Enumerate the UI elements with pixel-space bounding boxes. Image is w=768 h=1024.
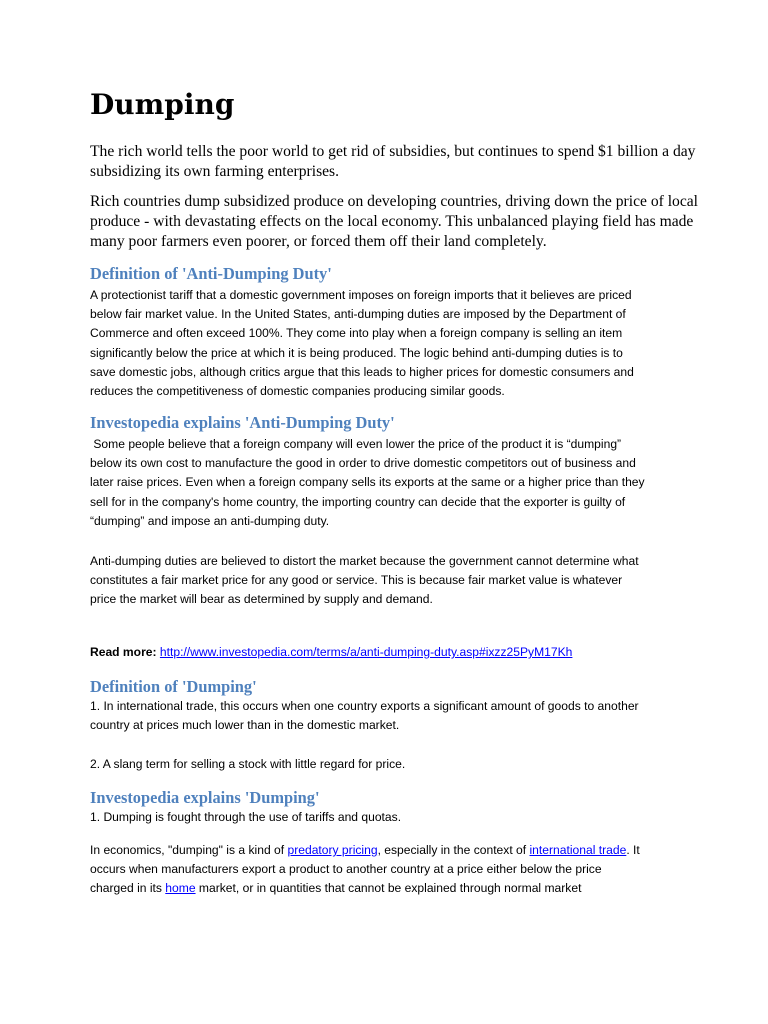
text-line: The rich world tells the poor world to get rid of subsidies, but continues to spend $1 billion a day <box>90 143 696 160</box>
definition-dumping-paragraph-1 <box>90 697 680 735</box>
text-line: Rich countries dump subsidized produce on developing countries, driving down the price of local <box>90 193 699 210</box>
intro-paragraph-2 <box>90 192 699 252</box>
economics-paragraph <box>90 841 680 899</box>
read-more-label: Read more: <box>90 645 160 659</box>
text-line: below fair market value. In the United States, anti-dumping duties are imposed by the Department of <box>90 307 626 322</box>
explains-anti-dumping-paragraph-2 <box>90 552 680 610</box>
text-line: produce - with devastating effects on the local economy. This unbalanced playing field has made <box>90 213 694 230</box>
text-line: Some people believe that a foreign company will even lower the price of the product it is “dumping” <box>90 437 622 451</box>
text-line: constitutes a fair market price for any good or service. This is because fair market value is whatever <box>90 573 623 588</box>
predatory-pricing-link[interactable]: predatory pricing <box>287 843 378 857</box>
text-line: price the market will bear as determined by supply and demand. <box>90 592 433 607</box>
heading-definition-dumping: Definition of 'Dumping' <box>90 677 257 696</box>
text-line: later raise prices. Even when a foreign company sells its exports at the same or a higher price than they <box>90 475 645 490</box>
text-line: many poor farmers even poorer, or forced them off their land completely. <box>90 233 547 250</box>
home-link[interactable]: home <box>165 881 196 896</box>
text-line: “dumping” and impose an anti-dumping duty. <box>90 513 330 528</box>
text-line: 1. Dumping is fought through the use of tariffs and quotas. <box>90 810 402 824</box>
text-line: country at prices much lower than in the domestic market. <box>90 718 400 733</box>
text-line: subsidizing its own farming enterprises. <box>90 163 340 180</box>
read-more-line <box>90 643 680 662</box>
heading-definition-anti-dumping-duty: Definition of 'Anti-Dumping Duty' <box>90 264 332 283</box>
explains-dumping-paragraph-1 <box>90 808 680 827</box>
heading-investopedia-explains-anti-dumping-duty: Investopedia explains 'Anti-Dumping Duty' <box>90 413 395 432</box>
text-line: significantly below the price at which it is being produced. The logic behind anti-dumping duties is to <box>90 345 623 360</box>
international-trade-link[interactable]: international trade <box>529 843 627 857</box>
text-line: below its own cost to manufacture the good in order to drive domestic competitors out of business and <box>90 456 636 471</box>
heading-investopedia-explains-dumping: Investopedia explains 'Dumping' <box>90 788 320 807</box>
text-line: 2. A slang term for selling a stock with little regard for price. <box>90 757 406 771</box>
page-title: Dumping <box>90 88 235 121</box>
intro-paragraph-1 <box>90 142 696 182</box>
text-fragment: In economics, "dumping" is a kind of <box>90 843 288 857</box>
text-line: A protectionist tariff that a domestic government imposes on foreign imports that it believes are priced <box>90 288 632 302</box>
text-line: Anti-dumping duties are believed to distort the market because the government cannot determine what <box>90 554 639 568</box>
text-line: Commerce and often exceed 100%. They come into play when a foreign company is selling an item <box>90 326 623 341</box>
read-more-link[interactable]: http://www.investopedia.com/terms/a/anti-dumping-duty.asp#ixzz25PyM17Kh <box>159 645 573 659</box>
definition-anti-dumping-paragraph <box>90 286 680 401</box>
text-fragment: , especially in the context of <box>377 843 530 857</box>
text-line: reduces the competitiveness of domestic companies producing similar goods. <box>90 384 505 399</box>
text-line: save domestic jobs, although critics argue that this leads to higher prices for domestic consumers and <box>90 364 634 379</box>
text-line: occurs when manufacturers export a product to another country at a price either below the price <box>90 862 602 877</box>
text-fragment: charged in its <box>90 881 166 896</box>
text-line: sell for in the company's home country, the importing country can decide that the exporter is guilty of <box>90 494 626 509</box>
definition-dumping-paragraph-2 <box>90 755 680 774</box>
text-fragment: market, or in quantities that cannot be explained through normal market <box>195 881 582 896</box>
explains-anti-dumping-paragraph-1 <box>90 435 680 531</box>
text-fragment: . It <box>626 843 640 857</box>
text-line: 1. In international trade, this occurs when one country exports a significant amount of goods to another <box>90 699 639 713</box>
